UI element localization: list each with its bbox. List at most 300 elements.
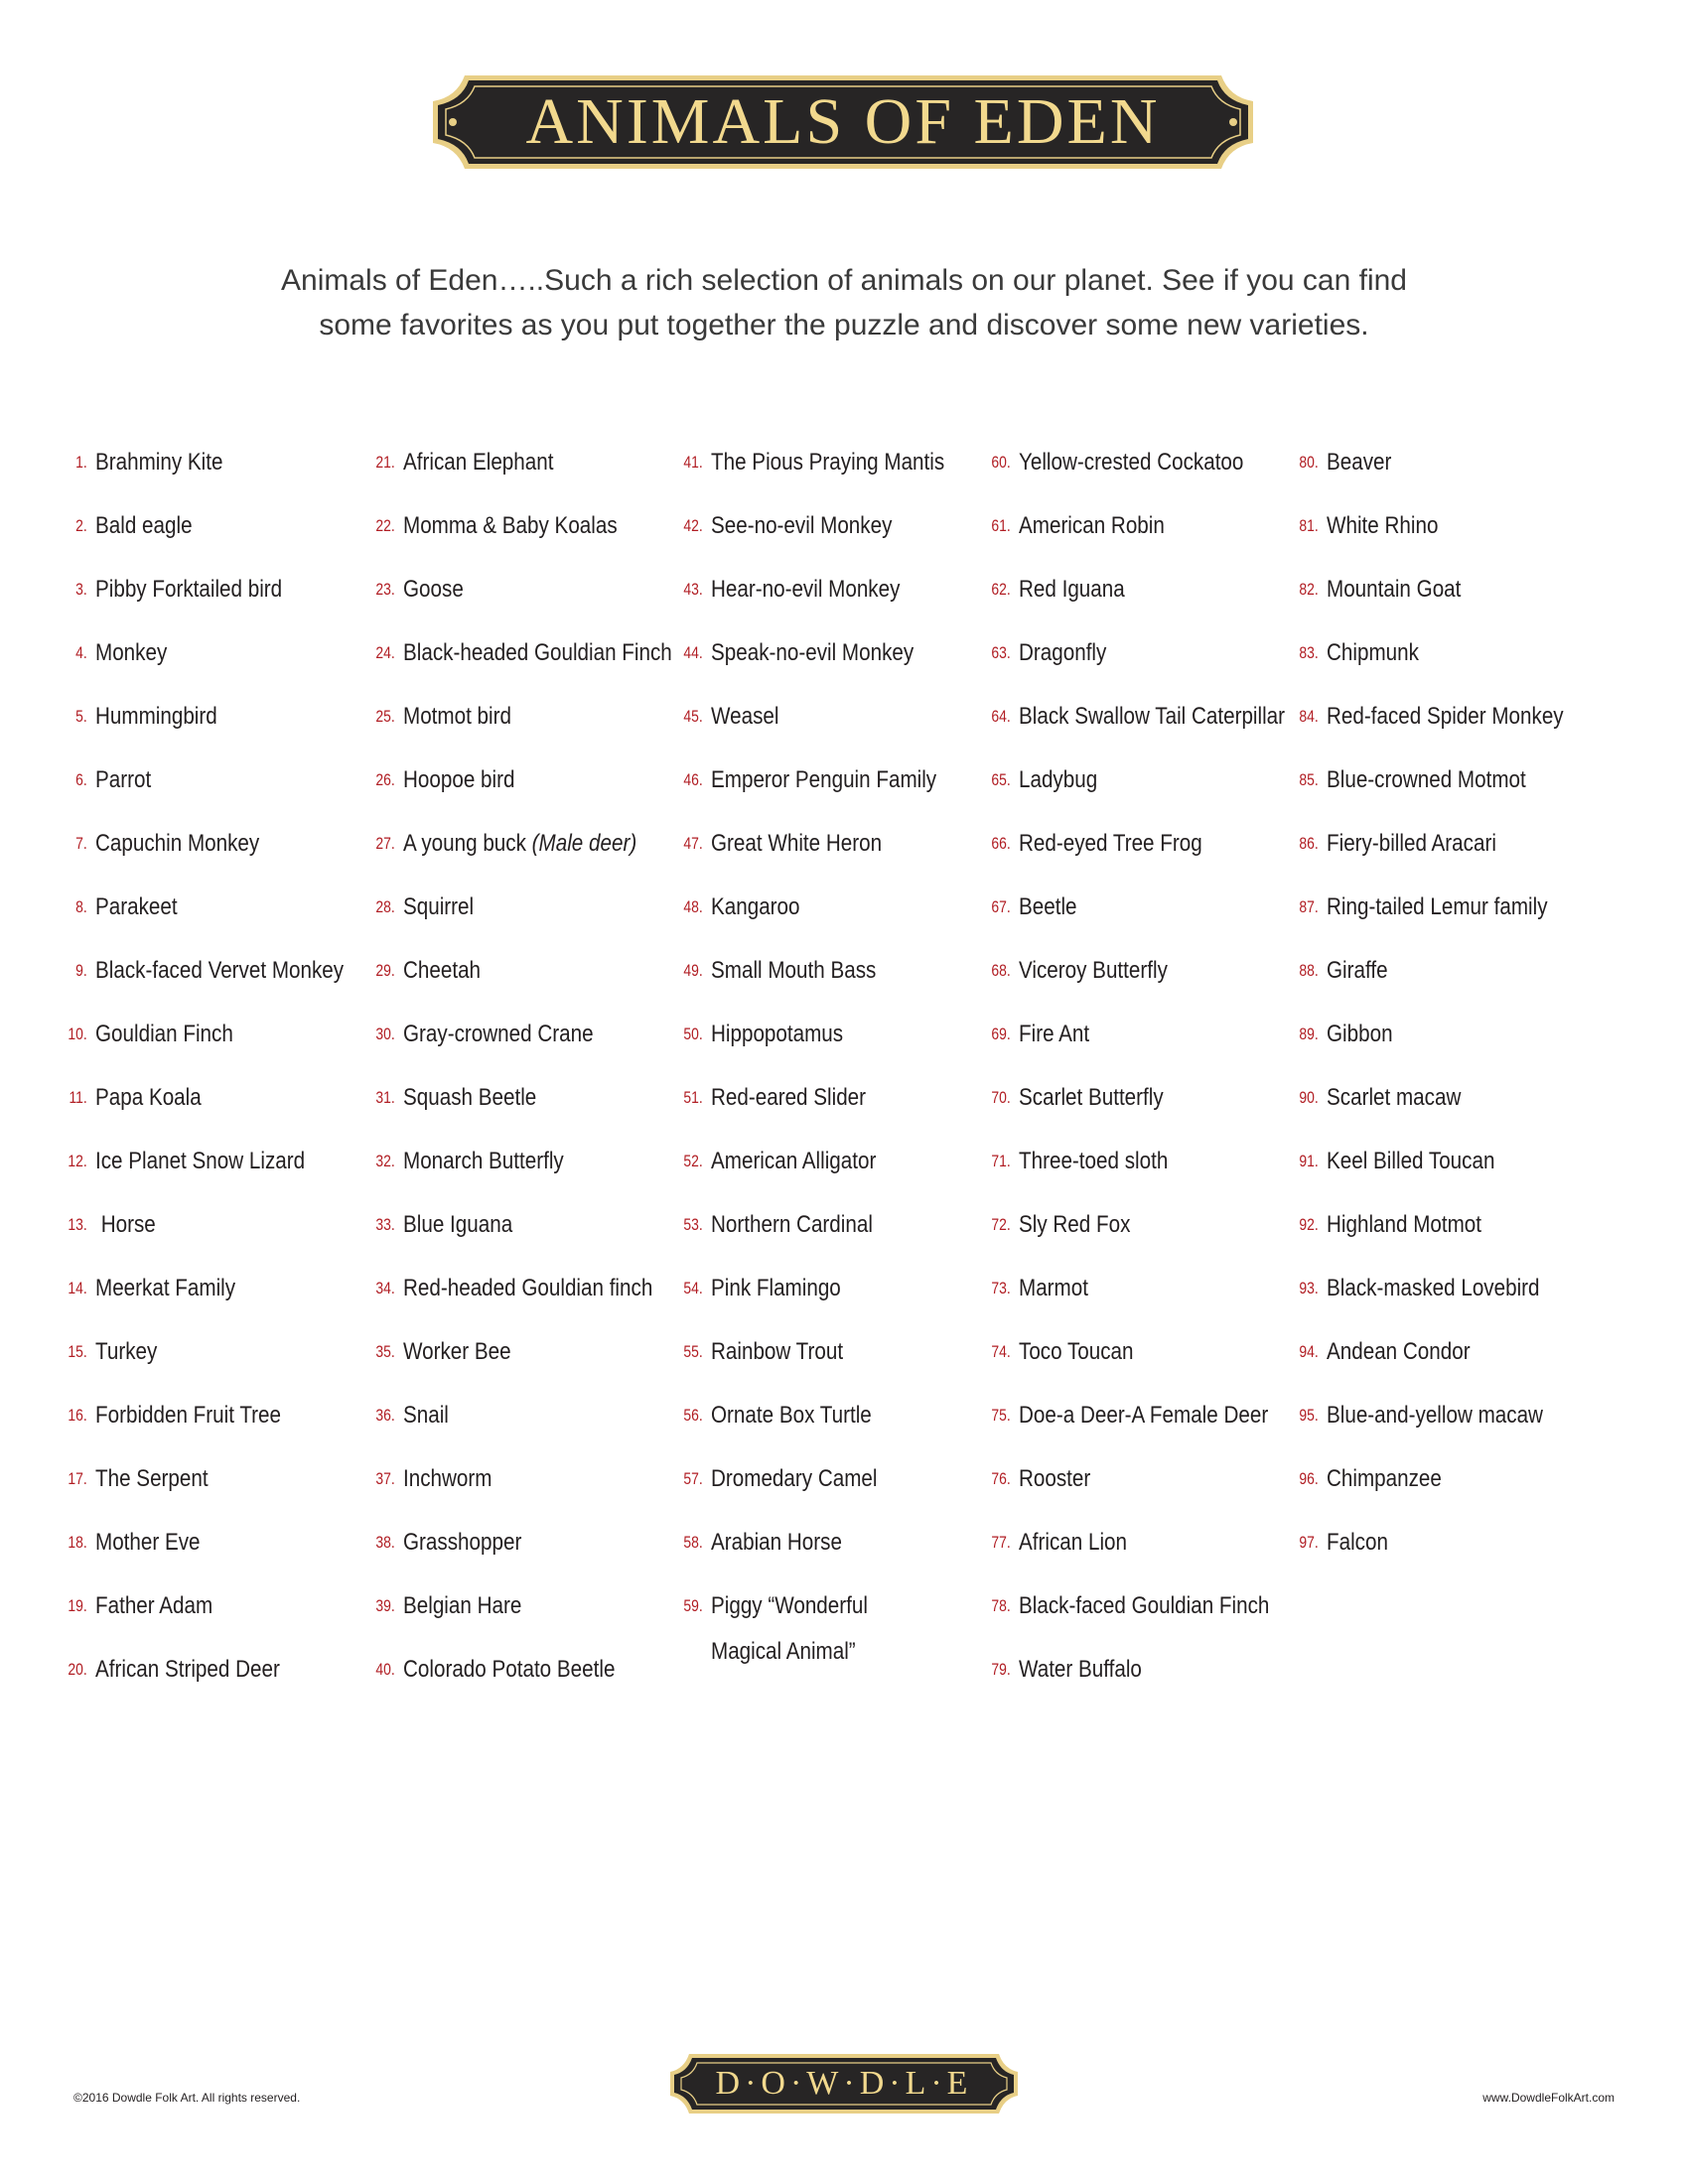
animal-name [1019,826,1202,862]
animal-name [1019,1017,1089,1052]
animal-name-text: A young buck [403,830,532,857]
animal-name-text: Chipmunk [1327,639,1419,666]
item-number: 77. [991,1533,1011,1552]
animal-name-text: Hummingbird [95,703,217,730]
item-number: 83. [1299,643,1319,662]
animal-name [95,445,222,480]
animal-name-text: Hoopoe bird [403,766,515,793]
intro-paragraph [149,258,1539,347]
animal-name-text: Rainbow Trout [711,1338,844,1365]
item-number: 40. [375,1660,395,1679]
animal-name-text: Ornate Box Turtle [711,1402,872,1429]
animal-name [1019,1588,1269,1624]
animal-name-text: Snail [403,1402,449,1429]
animal-name-text: Arabian Horse [711,1529,842,1556]
animal-name [1327,1398,1543,1433]
animal-name [403,1144,564,1179]
animal-name [711,762,936,798]
animal-name [95,1271,235,1306]
item-number: 17. [68,1469,87,1488]
animal-name [1019,953,1168,989]
animal-name [1327,1271,1540,1306]
animal-name-text: Red-faced Spider Monkey [1327,703,1564,730]
animal-name-text: Viceroy Butterfly [1019,957,1168,984]
item-number: 72. [991,1215,1011,1234]
animal-name-text: Bald eagle [95,512,193,539]
item-number: 93. [1299,1279,1319,1297]
page-title: ANIMALS OF EDEN [525,85,1161,158]
item-number: 71. [991,1152,1011,1170]
animal-name [711,1271,841,1306]
item-number: 55. [683,1342,703,1361]
animal-name [1327,889,1548,925]
animal-name-text: Capuchin Monkey [95,830,260,857]
animal-name-text: Ring-tailed Lemur family [1327,893,1548,920]
list-item [1231,1398,1602,1461]
animal-name-text: Northern Cardinal [711,1211,873,1238]
item-number: 61. [991,516,1011,535]
list-item [1231,445,1602,508]
animal-name [403,1461,492,1497]
item-number: 66. [991,834,1011,853]
list-item [1231,1080,1602,1144]
animal-name-text: Ice Planet Snow Lizard [95,1148,306,1174]
animal-name [1327,508,1438,544]
list-item [1231,762,1602,826]
item-number: 35. [375,1342,395,1361]
list-item [923,1588,1329,1652]
item-number: 29. [375,961,395,980]
item-number: 51. [683,1088,703,1107]
animal-name [711,508,892,544]
item-number: 56. [683,1406,703,1425]
animal-name-text: Parakeet [95,893,178,920]
animal-name-text: Squash Beetle [403,1084,537,1111]
item-number: 9. [75,961,87,980]
animal-name-text: Motmot bird [403,703,511,730]
animal-name-text: Monkey [95,639,168,666]
animal-name [711,572,900,608]
item-number: 43. [683,580,703,599]
animal-name [403,699,511,735]
animal-name-text: Mother Eve [95,1529,201,1556]
animal-name [711,1588,868,1680]
animal-name-text: Gray-crowned Crane [403,1021,594,1047]
animal-name-text: Hear-no-evil Monkey [711,576,901,603]
animal-name-text: The Pious Praying Mantis [711,449,945,476]
animal-name [1019,1207,1130,1243]
animal-name [1019,1461,1090,1497]
animal-name-text: Yellow-crested Cockatoo [1019,449,1244,476]
animal-name [95,635,167,671]
animal-name [403,1017,594,1052]
animal-name-text: Kangaroo [711,893,800,920]
animal-name-text: Rooster [1019,1465,1091,1492]
animal-name [403,1588,521,1624]
item-number: 31. [375,1088,395,1107]
animal-name [711,445,944,480]
animal-name-text: African Striped Deer [95,1656,280,1683]
item-number: 46. [683,770,703,789]
item-number: 76. [991,1469,1011,1488]
intro-line-2: some favorites as you put together the puzzle and discover some new varieties. [319,309,1369,341]
animal-name [403,445,553,480]
animal-name-text: Dromedary Camel [711,1465,878,1492]
animal-name [1019,1080,1164,1116]
list-item [1231,1144,1602,1207]
item-number: 19. [68,1596,87,1615]
animal-name-text: Black Swallow Tail Caterpillar [1019,703,1286,730]
animal-name-text: Momma & Baby Koalas [403,512,618,539]
item-number: 30. [375,1024,395,1043]
item-number: 26. [375,770,395,789]
dowdle-logo [667,2051,1021,2116]
item-number: 87. [1299,897,1319,916]
animal-name [711,1144,876,1179]
animal-name [95,889,178,925]
animal-name-text: Red-eared Slider [711,1084,867,1111]
animal-name [711,1461,877,1497]
animal-name [1327,1334,1471,1370]
animal-name-text: Fire Ant [1019,1021,1090,1047]
list-item [923,1652,1329,1715]
animal-list-column-5 [1231,445,1602,1588]
animal-name-text: Father Adam [95,1592,213,1619]
list-item [1231,1207,1602,1271]
animal-name-text: Beetle [1019,893,1077,920]
item-number: 63. [991,643,1011,662]
animal-name [1019,889,1077,925]
list-item [1231,635,1602,699]
animal-name-text: Andean Condor [1327,1338,1471,1365]
item-number: 80. [1299,453,1319,472]
animal-name-text: Black-faced Gouldian Finch [1019,1592,1270,1619]
animal-name [403,953,481,989]
animal-name [95,1398,281,1433]
animal-name-text: Gouldian Finch [95,1021,233,1047]
animal-name [711,1398,872,1433]
item-number: 68. [991,961,1011,980]
animal-name [95,508,193,544]
item-number: 14. [68,1279,87,1297]
animal-name-text: Meerkat Family [95,1275,236,1301]
item-number: 39. [375,1596,395,1615]
animal-name [711,1017,843,1052]
item-number: 22. [375,516,395,535]
item-number: 8. [75,897,87,916]
animal-name-text: Inchworm [403,1465,492,1492]
animal-name-text: Ladybug [1019,766,1098,793]
animal-name-text: Three-toed sloth [1019,1148,1169,1174]
list-item [1231,1461,1602,1525]
item-number: 92. [1299,1215,1319,1234]
animal-name [403,1398,449,1433]
animal-name [95,1334,157,1370]
animal-name-text: Blue-and-yellow macaw [1327,1402,1543,1429]
list-item [1231,1017,1602,1080]
animal-name-text: Papa Koala [95,1084,202,1111]
animal-name-text: Gibbon [1327,1021,1393,1047]
animal-name [711,826,882,862]
animal-name-text: White Rhino [1327,512,1439,539]
item-number: 44. [683,643,703,662]
animal-name-text: Scarlet macaw [1327,1084,1462,1111]
animal-name [711,635,914,671]
item-number: 11. [69,1088,87,1107]
animal-name-text: Emperor Penguin Family [711,766,937,793]
item-number: 16. [68,1406,87,1425]
animal-name [403,826,636,862]
animal-name-text: Belgian Hare [403,1592,522,1619]
animal-name-text: Sly Red Fox [1019,1211,1131,1238]
animal-name-text: Black-masked Lovebird [1327,1275,1540,1301]
animal-name-text: Forbidden Fruit Tree [95,1402,281,1429]
animal-name [95,1525,201,1561]
item-number: 79. [991,1660,1011,1679]
animal-name [403,508,618,544]
item-number: 78. [991,1596,1011,1615]
animal-name [1327,1017,1393,1052]
animal-name-continuation: Magical Animal” [711,1638,856,1665]
animal-name-text: Keel Billed Toucan [1327,1148,1495,1174]
animal-name-text: Marmot [1019,1275,1088,1301]
list-item [1231,1271,1602,1334]
item-number: 57. [683,1469,703,1488]
animal-name-text: Scarlet Butterfly [1019,1084,1164,1111]
animal-name-text: American Robin [1019,512,1165,539]
animal-name [1327,445,1391,480]
item-number: 32. [375,1152,395,1170]
animal-name [1019,508,1165,544]
animal-name [711,1525,842,1561]
animal-name-text: Small Mouth Bass [711,957,877,984]
title-plaque [429,71,1257,173]
animal-name [711,1334,843,1370]
animal-name [1327,953,1388,989]
animal-name-text: Blue-crowned Motmot [1327,766,1526,793]
animal-name [95,1652,280,1688]
animal-name [711,1207,873,1243]
animal-name-text: Parrot [95,766,152,793]
list-item [1231,826,1602,889]
item-number: 25. [375,707,395,726]
item-number: 54. [683,1279,703,1297]
item-number: 69. [991,1024,1011,1043]
logo-text: D·O·W·D·L·E [715,2065,973,2102]
animal-name [1327,572,1461,608]
animal-name-text: Great White Heron [711,830,883,857]
item-number: 38. [375,1533,395,1552]
animal-name-text: Horse [95,1211,156,1238]
animal-name-text: Squirrel [403,893,475,920]
animal-name-text: Red-eyed Tree Frog [1019,830,1202,857]
item-number: 13. [68,1215,87,1234]
animal-name-text: Highland Motmot [1327,1211,1482,1238]
animal-name [403,889,474,925]
item-number: 21. [375,453,395,472]
item-number: 58. [683,1533,703,1552]
animal-name-text: Worker Bee [403,1338,511,1365]
item-number: 10. [68,1024,87,1043]
website-url: www.DowdleFolkArt.com [1482,2091,1615,2105]
animal-name-text: Red Iguana [1019,576,1125,603]
animal-name [403,1080,536,1116]
item-number: 85. [1299,770,1319,789]
item-number: 90. [1299,1088,1319,1107]
animal-name-text: Chimpanzee [1327,1465,1442,1492]
animal-name [1019,1144,1168,1179]
item-number: 48. [683,897,703,916]
animal-name-text: See-no-evil Monkey [711,512,893,539]
copyright-notice: ©2016 Dowdle Folk Art. All rights reserved. [73,2091,301,2105]
animal-name-text: Water Buffalo [1019,1656,1142,1683]
animal-name [95,1017,233,1052]
animal-name [95,762,151,798]
animal-name-text: African Lion [1019,1529,1128,1556]
item-number: 81. [1299,516,1319,535]
item-number: 47. [683,834,703,853]
animal-name [1019,1525,1127,1561]
animal-name [403,1207,512,1243]
animal-name-text: Black-faced Vervet Monkey [95,957,345,984]
item-number: 2. [75,516,87,535]
item-number: 27. [375,834,395,853]
item-number: 64. [991,707,1011,726]
animal-name [1019,1652,1142,1688]
item-number: 60. [991,453,1011,472]
item-number: 42. [683,516,703,535]
item-number: 75. [991,1406,1011,1425]
item-number: 52. [683,1152,703,1170]
animal-name [1327,1144,1494,1179]
animal-name [403,572,464,608]
animal-name-text: The Serpent [95,1465,209,1492]
animal-name [1019,572,1125,608]
animal-name-text: Cheetah [403,957,482,984]
list-item [1231,1525,1602,1588]
animal-name-text: Speak-no-evil Monkey [711,639,914,666]
item-number: 89. [1299,1024,1319,1043]
animal-name [711,699,778,735]
animal-name-text: Colorado Potato Beetle [403,1656,616,1683]
item-number: 5. [75,707,87,726]
animal-name [95,1080,202,1116]
animal-name-text: Red-headed Gouldian finch [403,1275,653,1301]
animal-name [403,1334,511,1370]
list-item [1231,953,1602,1017]
item-number: 91. [1299,1152,1319,1170]
list-item [1231,889,1602,953]
item-number: 4. [75,643,87,662]
animal-name [711,889,800,925]
animal-name [711,1080,866,1116]
item-number: 70. [991,1088,1011,1107]
animal-name [1327,635,1419,671]
animal-name [403,1652,615,1688]
animal-name-text: Goose [403,576,464,603]
list-item [1231,699,1602,762]
animal-name-text: Pink Flamingo [711,1275,841,1301]
item-number: 20. [68,1660,87,1679]
item-number: 50. [683,1024,703,1043]
item-number: 18. [68,1533,87,1552]
item-number: 34. [375,1279,395,1297]
animal-name-text: Toco Toucan [1019,1338,1134,1365]
animal-name-text: Dragonfly [1019,639,1107,666]
animal-name [1327,699,1564,735]
item-number: 28. [375,897,395,916]
animal-name [1019,635,1106,671]
animal-name-text: Giraffe [1327,957,1388,984]
item-number: 3. [75,580,87,599]
animal-name-text: Doe-a Deer-A Female Deer [1019,1402,1269,1429]
animal-name [403,762,514,798]
animal-name-text: Turkey [95,1338,158,1365]
animal-name [1019,1334,1134,1370]
animal-name [711,953,876,989]
animal-name [1019,445,1243,480]
item-number: 84. [1299,707,1319,726]
animal-name [95,1207,156,1243]
animal-name-text: African Elephant [403,449,554,476]
item-number: 62. [991,580,1011,599]
list-item [1231,572,1602,635]
animal-name-text: Blue Iguana [403,1211,513,1238]
item-number: 94. [1299,1342,1319,1361]
animal-name [95,826,259,862]
animal-name-text: Pibby Forktailed bird [95,576,283,603]
animal-name-text: Grasshopper [403,1529,522,1556]
item-number: 86. [1299,834,1319,853]
item-number: 6. [75,770,87,789]
item-number: 97. [1299,1533,1319,1552]
intro-line-1: Animals of Eden…..Such a rich selection of animals on our planet. See if you can find [281,264,1407,297]
item-number: 65. [991,770,1011,789]
animal-name [1019,762,1097,798]
item-number: 95. [1299,1406,1319,1425]
item-number: 41. [683,453,703,472]
animal-name-text: Fiery-billed Aracari [1327,830,1496,857]
item-number: 73. [991,1279,1011,1297]
animal-name [1327,1461,1442,1497]
item-number: 15. [68,1342,87,1361]
animal-name-text: Falcon [1327,1529,1388,1556]
animal-name [1327,1207,1481,1243]
list-item [1231,1334,1602,1398]
item-number: 23. [375,580,395,599]
animal-name [95,572,282,608]
animal-name-text: Black-headed Gouldian Finch [403,639,672,666]
animal-name [1327,1525,1388,1561]
animal-name [95,699,217,735]
item-number: 37. [375,1469,395,1488]
animal-name [95,1588,212,1624]
item-number: 12. [68,1152,87,1170]
item-number: 67. [991,897,1011,916]
item-number: 24. [375,643,395,662]
animal-name-note: (Male deer) [531,830,637,857]
item-number: 53. [683,1215,703,1234]
animal-name-text: American Alligator [711,1148,877,1174]
item-number: 59. [683,1596,703,1615]
item-number: 74. [991,1342,1011,1361]
animal-name [95,1461,209,1497]
item-number: 1. [75,453,87,472]
animal-name-text: Brahminy Kite [95,449,223,476]
animal-name-text: Beaver [1327,449,1392,476]
animal-name [1327,762,1526,798]
list-item [1231,508,1602,572]
